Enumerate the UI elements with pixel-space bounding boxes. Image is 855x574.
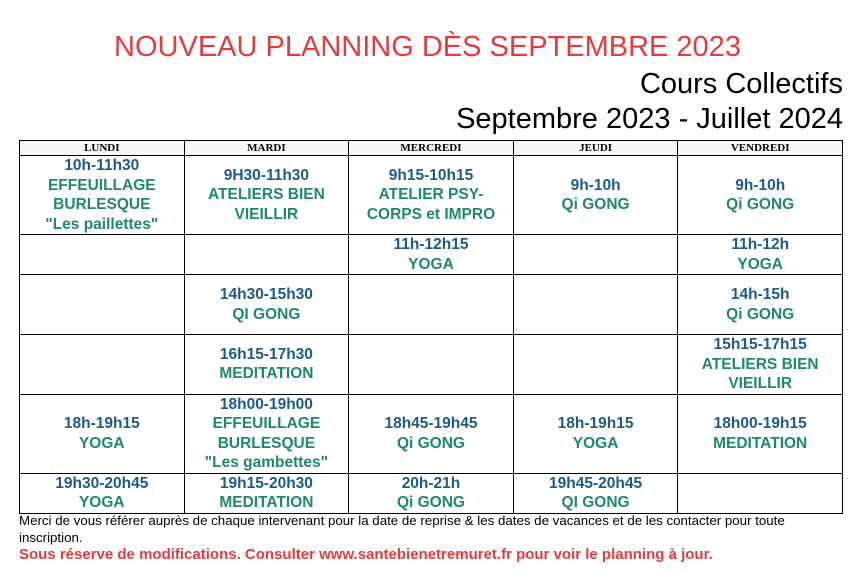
- schedule-cell: [349, 335, 514, 395]
- period-title: Septembre 2023 - Juillet 2024: [456, 103, 843, 135]
- course-name: QI GONG: [561, 494, 630, 511]
- course-time: 9H30-11h30: [223, 166, 310, 184]
- course-time: 19h45-20h45: [549, 474, 643, 492]
- course-time: 11h-12h: [731, 236, 790, 253]
- schedule-cell: [513, 156, 678, 235]
- course-time: 18h00-19h15: [713, 415, 807, 432]
- header-row: [20, 141, 843, 156]
- course-name: "Les gambettes": [204, 454, 329, 471]
- course-name: Qi GONG: [561, 196, 630, 213]
- table-row: [20, 156, 843, 235]
- day-header-lundi: LUNDI: [20, 141, 185, 156]
- schedule-cell: [184, 156, 349, 235]
- schedule-cell: [349, 156, 514, 235]
- course-name: ATELIER PSY-: [378, 186, 484, 204]
- schedule-cell: [678, 235, 843, 275]
- course-time: 15h15-17h15: [713, 336, 807, 353]
- course-name: ATELIERS BIEN: [701, 355, 819, 373]
- schedule-cell: [513, 235, 678, 275]
- schedule-table: [19, 140, 843, 514]
- course-name: YOGA: [408, 255, 454, 273]
- schedule-cell: [20, 394, 185, 473]
- table-row: [20, 473, 843, 513]
- course-time: 20h-21h: [401, 474, 461, 492]
- course-name: Qi GONG: [396, 434, 465, 452]
- course-time: 18h-19h15: [63, 415, 140, 432]
- course-time: 11h-12h15: [393, 236, 469, 253]
- schedule-cell: [513, 394, 678, 473]
- course-time: 18h00-19h00: [219, 395, 313, 413]
- day-header-mardi: MARDI: [184, 141, 349, 156]
- course-time: 19h15-20h30: [219, 474, 313, 492]
- course-time: 9h-10h: [570, 176, 621, 194]
- course-name: YOGA: [737, 255, 784, 273]
- course-name: YOGA: [78, 434, 125, 452]
- day-header-vendredi: VENDREDI: [678, 141, 843, 156]
- schedule-cell: [513, 335, 678, 395]
- course-time: 18h-19h15: [557, 415, 634, 432]
- course-time: 14h30-15h30: [219, 286, 313, 303]
- schedule-cell: [678, 275, 843, 335]
- headline: NOUVEAU PLANNING DÈS SEPTEMBRE 2023: [114, 31, 741, 63]
- schedule-cell: [513, 473, 678, 513]
- course-time: 10h-11h30: [64, 157, 140, 174]
- course-name: Qi GONG: [726, 196, 795, 213]
- schedule-cell: [184, 394, 349, 473]
- course-name: Qi GONG: [726, 305, 795, 323]
- course-name: "Les paillettes": [45, 215, 159, 233]
- course-name: EFFEUILLAGE: [47, 176, 156, 194]
- course-name: CORPS et IMPRO: [366, 205, 496, 223]
- course-time: 16h15-17h30: [219, 345, 313, 363]
- schedule-cell: [678, 335, 843, 395]
- course-name: MEDITATION: [219, 365, 314, 383]
- schedule-cell: [513, 275, 678, 335]
- schedule-cell: [20, 156, 185, 235]
- schedule-cell: [349, 394, 514, 473]
- table-row: [20, 394, 843, 473]
- schedule-cell: [678, 394, 843, 473]
- course-name: EFFEUILLAGE: [212, 415, 321, 432]
- schedule-body: [20, 156, 843, 514]
- course-name: Qi GONG: [396, 494, 465, 511]
- course-time: 18h45-19h45: [384, 415, 478, 432]
- table-row: [20, 275, 843, 335]
- course-time: 9h-10h: [735, 176, 786, 194]
- course-name: YOGA: [78, 494, 125, 511]
- course-time: 9h15-10h15: [388, 166, 474, 184]
- schedule-cell: [678, 156, 843, 235]
- schedule-cell: [349, 275, 514, 335]
- course-name: QI GONG: [232, 305, 301, 323]
- course-name: YOGA: [572, 434, 619, 452]
- day-header-mercredi: MERCREDI: [349, 141, 514, 156]
- schedule-cell: [20, 235, 185, 275]
- footer-warning: Sous réserve de modifications. Consulter www.santebienetremuret.fr pour voir le planning à jour.: [19, 546, 713, 563]
- course-name: VIEILLIR: [234, 205, 299, 223]
- table-row: [20, 335, 843, 395]
- schedule-cell: [678, 473, 843, 513]
- schedule-cell: [20, 335, 185, 395]
- course-name: BURLESQUE: [217, 434, 316, 452]
- course-time: 19h30-20h45: [55, 474, 149, 492]
- course-name: MEDITATION: [713, 434, 808, 452]
- footer-note: Merci de vous référer auprès de chaque intervenant pour la date de reprise & les dates de vacances et de les contacter pour toute inscription.: [19, 513, 785, 545]
- schedule-cell: [184, 473, 349, 513]
- schedule-cell: [349, 473, 514, 513]
- schedule-cell: [184, 335, 349, 395]
- schedule-cell: [20, 275, 185, 335]
- schedule-cell: [20, 473, 185, 513]
- course-name: VIEILLIR: [728, 375, 793, 392]
- course-name: BURLESQUE: [53, 196, 151, 213]
- schedule-cell: [184, 235, 349, 275]
- day-header-jeudi: JEUDI: [513, 141, 678, 156]
- course-name: MEDITATION: [219, 494, 314, 511]
- table-row: [20, 235, 843, 275]
- page-title: Cours Collectifs: [639, 68, 843, 100]
- schedule-cell: [349, 235, 514, 275]
- course-time: 14h-15h: [730, 286, 790, 303]
- course-name: ATELIERS BIEN: [207, 186, 325, 204]
- schedule-cell: [184, 275, 349, 335]
